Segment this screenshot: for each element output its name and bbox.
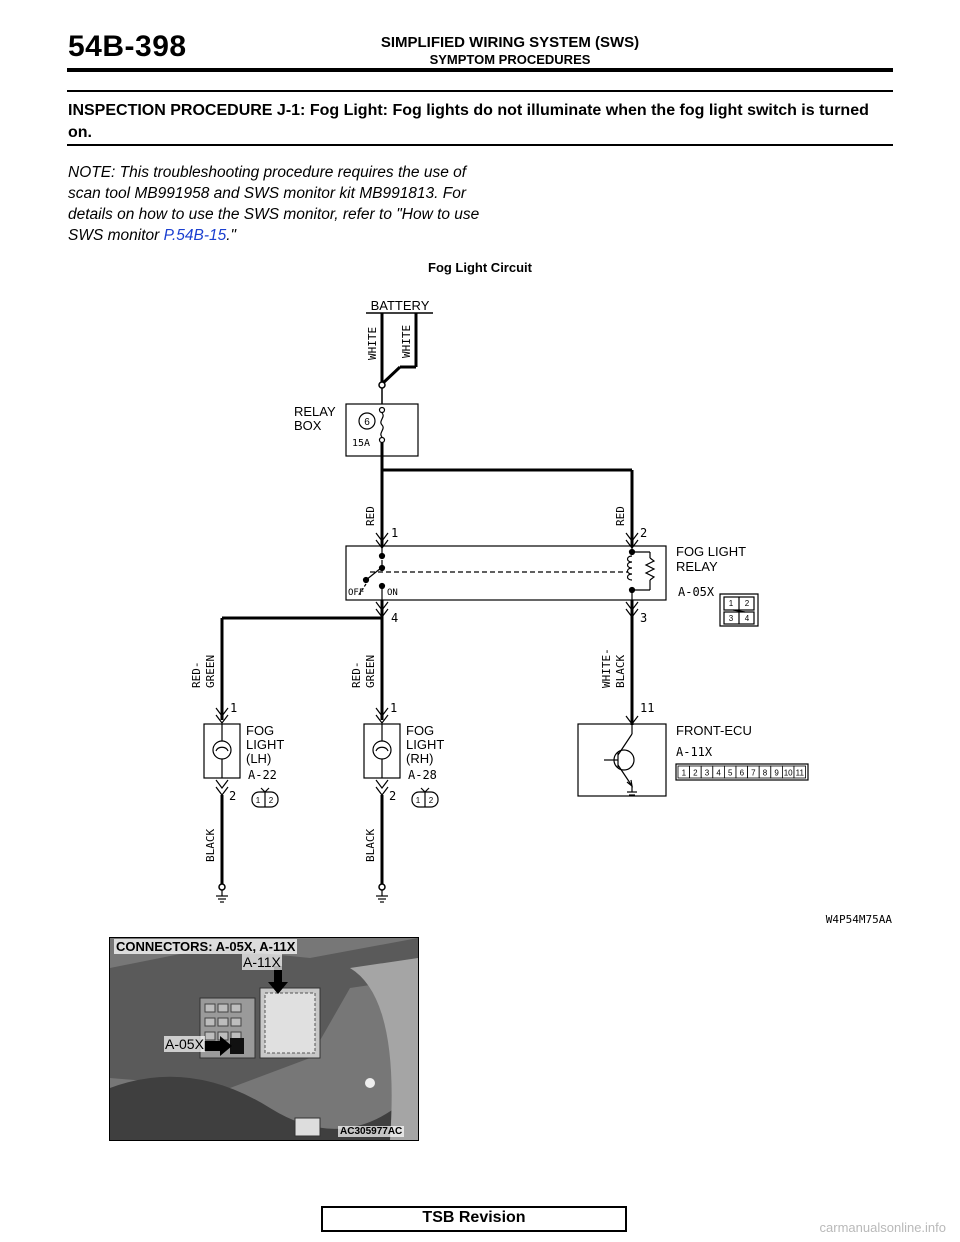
ecu-pin-number: 10 [783,768,793,778]
relay-conn-pin-3: 3 [728,614,734,623]
wire-red-label: RED [364,506,377,526]
ecu-pin-number: 4 [716,768,721,778]
front-ecu-label: FRONT-ECU [676,723,752,738]
wire-white-label: WHITE [366,326,379,360]
wire-black-rh: BLACK [364,828,377,862]
photo-id: AC305977AC [340,1126,403,1137]
figure-title: Fog Light Circuit [428,260,532,275]
ecu-pin-11: 11 [640,701,655,715]
relay-connector-label: A-05X [678,585,715,599]
relay-conn-pin-4: 4 [744,614,750,623]
relay-box-label-1: RELAY [294,404,336,419]
fog-lh-label-2: LIGHT [246,737,285,752]
relay-pin-1: 1 [391,526,399,540]
ecu-pin-number: 6 [739,768,745,778]
fog-relay-label-2: RELAY [676,559,718,574]
switch-on-label: ON [387,588,398,598]
note-text: NOTE: This troubleshooting procedure requires the use of scan tool MB991958 and SWS monitor kit MB991813. For details on how to use the SWS monitor, refer to "How to use SWS monitor [68,164,480,244]
ecu-pin-number: 2 [693,768,698,778]
wire-red-label-2: RED [614,506,627,526]
relay-pin-4: 4 [391,611,399,625]
ecu-pin-number: 7 [751,768,756,778]
lh-pin-1: 1 [230,701,238,715]
photo-label-a11x: A-11X [243,954,281,970]
page-link[interactable]: P.54B-15 [163,227,227,244]
relay-conn-pin-1: 1 [728,599,734,608]
photo-title: CONNECTORS: A-05X, A-11X [116,939,296,954]
watermark: carmanualsonline.info [819,1220,946,1235]
wire-white-label-2: WHITE [400,324,413,358]
ecu-connector-label: A-11X [676,745,713,759]
fog-lh-connector: A-22 [248,768,277,782]
relay-pin-2: 2 [640,526,648,540]
fuse-rating: 15A [352,438,371,449]
ecu-pin-number: 5 [727,768,733,778]
figure-code: W4P54M75AA [825,913,892,926]
fog-rh-connector: A-28 [408,768,437,782]
connector-location-photo [109,937,419,1141]
fog-lh-label-1: FOG [246,723,275,738]
relay-conn-pin-2: 2 [744,599,750,608]
fuse-number: 6 [364,417,370,428]
fog-rh-label-3: (RH) [406,751,434,766]
fog-relay-label-1: FOG LIGHT [676,544,747,559]
ecu-pin-number: 3 [704,768,710,778]
ecu-pin-number: 11 [795,768,804,778]
rh-pin-1: 1 [390,701,398,715]
page-number: 54B-398 [68,30,187,63]
ecu-pin-number: 9 [774,768,779,778]
relay-pin-3: 3 [640,611,648,625]
section-subtitle: SYMPTOM PROCEDURES [429,52,591,67]
lh-conn-pin-1: 1 [255,796,261,805]
wire-red-green-rh-2: GREEN [364,654,377,688]
footer-tsb-revision: TSB Revision [422,1209,526,1226]
battery-label: BATTERY [370,298,430,313]
ecu-connector-pins [678,766,806,778]
photo-label-a05x: A-05X [165,1036,204,1052]
fog-lh-label-3: (LH) [246,751,272,766]
wire-red-green-rh-1: RED- [350,661,363,688]
lh-pin-2: 2 [229,789,237,803]
ecu-pin-number: 8 [762,768,768,778]
rh-conn-pin-2: 2 [428,796,434,805]
ecu-pin-number: 1 [681,768,687,778]
procedure-heading: INSPECTION PROCEDURE J-1: Fog Light: Fog lights do not illuminate when the fog light switch is turned on. [68,102,869,141]
wire-white-black-1: WHITE- [600,648,613,688]
wire-red-green-lh-2: GREEN [204,654,217,688]
switch-off-label: OFF [348,588,365,598]
note-end: ." [226,227,237,244]
wire-black-lh: BLACK [204,828,217,862]
fog-rh-label-1: FOG [406,723,435,738]
rh-pin-2: 2 [389,789,397,803]
section-title: SIMPLIFIED WIRING SYSTEM (SWS) [380,34,640,51]
lh-conn-pin-2: 2 [268,796,274,805]
fog-rh-label-2: LIGHT [406,737,445,752]
relay-box-label-2: BOX [294,418,322,433]
wire-red-green-lh-1: RED- [190,661,203,688]
rh-conn-pin-1: 1 [415,796,421,805]
wire-white-black-2: BLACK [614,654,627,688]
